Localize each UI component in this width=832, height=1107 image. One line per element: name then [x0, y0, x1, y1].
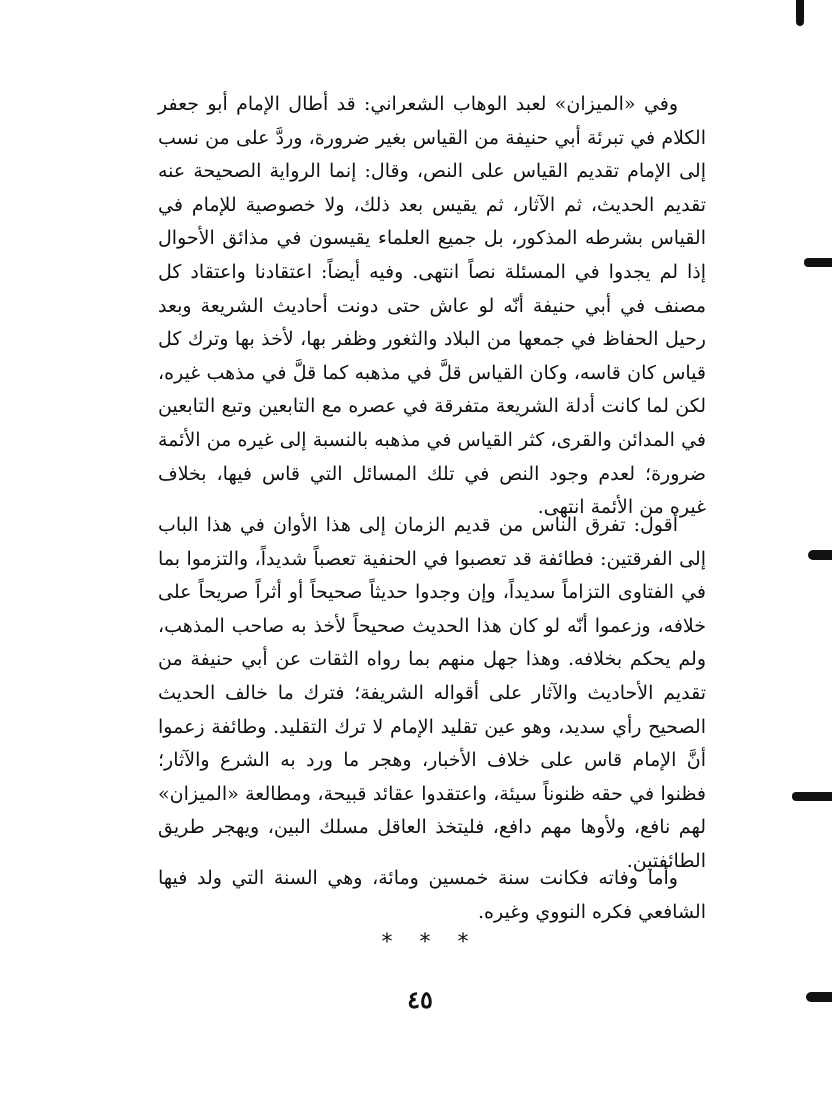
- scan-edge-mark: [808, 550, 832, 560]
- scan-edge-mark: [806, 992, 832, 1002]
- scan-edge-mark: [792, 792, 832, 801]
- scan-edge-mark: [796, 0, 804, 26]
- scan-edge-mark: [804, 258, 832, 267]
- page-number: ٤٥: [407, 985, 433, 1014]
- paragraph-mizan-quote: وفي «الميزان» لعبد الوهاب الشعراني: قد أطال الإمام أبو جعفر الكلام في تبرئة أبي حنيفة من القياس بغير ضرورة، وردَّ على من نسب إلى الإمام تقديم القياس على النص، وقال: إنما الرواية الصحيحة عنه تقديم الحديث، ثم الآثار، ثم يقيس بعد ذلك، ولا خصوصية للإمام في القياس بشرطه المذكور، بل جميع العلماء يقيسون في مذائق الأحوال إذا لم يجدوا في المسئلة نصاً انتهى. وفيه أيضاً: اعتقادنا واعتقاد كل مصنف في أبي حنيفة أنّه لو عاش حتى دونت أحاديث الشريعة وبعد رحيل الحفاظ في جمعها من البلاد والثغور وظفر بها، لأخذ بها وترك كل قياس كان قاسه، وكان القياس قلَّ في مذهبه كما قلَّ في مذهب غيره، لكن لما كانت أدلة الشريعة متفرقة في عصره مع التابعين وتبع التابعين في المدائن والقرى، كثر القياس في مذهبه بالنسبة إلى غيره من الأئمة ضرورة؛ لعدم وجود النص في تلك المسائل التي قاس فيها، بخلاف غيره من الأئمة انتهى.: [158, 93, 706, 519]
- paragraph-aqulu: أقول: تفرق الناس من قديم الزمان إلى هذا الأوان في هذا الباب إلى الفرقتين: فطائفة قد تعصبوا في الحنفية تعصباً شديداً، والتزموا بما في الفتاوى التزاماً سديداً، وإن وجدوا حديثاً صحيحاً أو أثراً صريحاً على خلافه، وزعموا أنّه لو كان هذا الحديث صحيحاً لأخذ به صاحب المذهب، ولم يحكم بخلافه. وهذا جهل منهم بما رواه الثقات عن أبي حنيفة من تقديم الأحاديث والآثار على أقواله الشريفة؛ فترك ما خالف الحديث الصحيح رأي سديد، وهو عين تقليد الإمام لا ترك التقليد. وطائفة زعموا أنَّ الإمام قاس على خلاف الأخبار، وهجر ما ورد به الشرع والآثار؛ فظنوا في حقه ظنوناً سيئة، واعتقدوا عقائد قبيحة، ومطالعة «الميزان» لهم نافع، ولأوها مهم دافع، فليتخذ العاقل مسلك البين، ويهجر طريق الطائفتين.: [158, 514, 706, 872]
- section-separator: * * *: [381, 930, 479, 955]
- paragraph-death-date: وأما وفاته فكانت سنة خمسين ومائة، وهي السنة التي ولد فيها الشافعي فكره النووي وغيره.: [158, 867, 706, 923]
